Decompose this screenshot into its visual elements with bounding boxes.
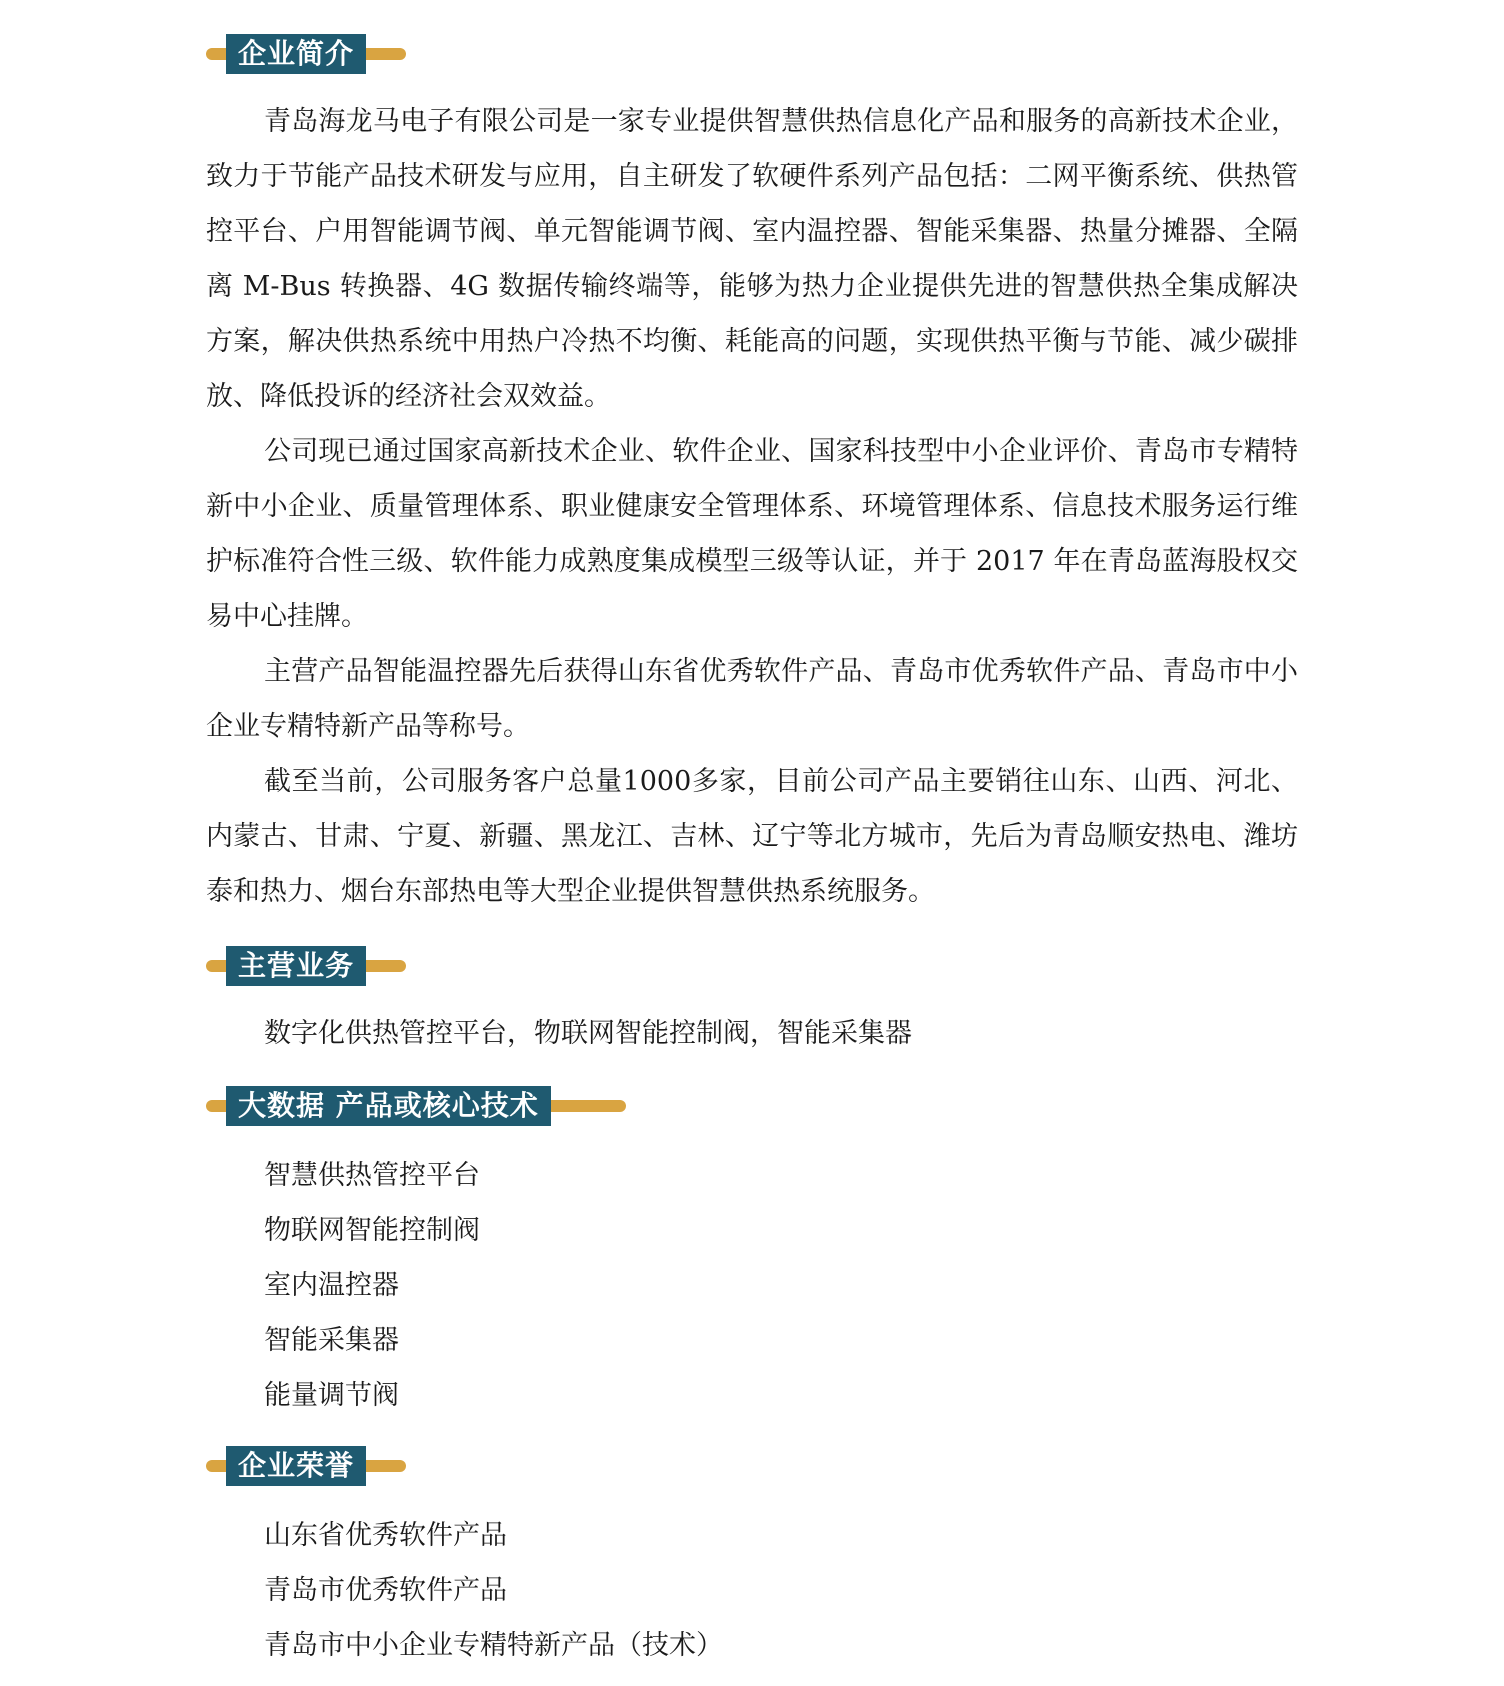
list-item: 青岛市优秀软件产品 xyxy=(264,1575,507,1606)
list-item: 室内温控器 xyxy=(264,1270,399,1301)
intro-paragraph-1: 青岛海龙马电子有限公司是一家专业提供智慧供热信息化产品和服务的高新技术企业，致力于节能产品技术研发与应用，自主研发了软硬件系列产品包括：二网平衡系统、供热管控平台、户用智能调节阀、单元智能调节阀、室内温控器、智能采集器、热量分摊器、全隔离 M-Bus 转换器、4G 数据传输终端等，能够为热力企业提供先进的智慧供热全集成解决方案，解决供热系统中用热户冷热不均衡、耗能高的问题，实现供热平衡与节能、减少碳排放、降低投诉的经济社会双效益。 xyxy=(206,106,1298,412)
honors-list xyxy=(264,1508,723,1673)
list-item: 智能采集器 xyxy=(264,1325,399,1356)
list-item: 山东省优秀软件产品 xyxy=(264,1520,507,1551)
section-header-business xyxy=(206,946,366,986)
section-title-business: 主营业务 xyxy=(226,946,366,986)
section-header-products xyxy=(206,1086,551,1126)
list-item: 能量调节阀 xyxy=(264,1380,399,1411)
section-title-intro: 企业简介 xyxy=(226,34,366,74)
list-item: 物联网智能控制阀 xyxy=(264,1215,480,1246)
list-item: 智慧供热管控平台 xyxy=(264,1160,480,1191)
section-title-honors: 企业荣誉 xyxy=(226,1446,366,1486)
intro-paragraph-4: 截至当前，公司服务客户总量1000多家，目前公司产品主要销往山东、山西、河北、内蒙古、甘肃、宁夏、新疆、黑龙江、吉林、辽宁等北方城市，先后为青岛顺安热电、潍坊泰和热力、烟台东部热电等大型企业提供智慧供热系统服务。 xyxy=(206,766,1298,907)
intro-paragraph-3: 主营产品智能温控器先后获得山东省优秀软件产品、青岛市优秀软件产品、青岛市中小企业专精特新产品等称号。 xyxy=(206,656,1298,742)
list-item: 青岛市中小企业专精特新产品（技术） xyxy=(264,1630,723,1661)
section-header-intro xyxy=(206,34,366,74)
intro-paragraph-2: 公司现已通过国家高新技术企业、软件企业、国家科技型中小企业评价、青岛市专精特新中小企业、质量管理体系、职业健康安全管理体系、环境管理体系、信息技术服务运行维护标准符合性三级、软件能力成熟度集成模型三级等认证，并于 2017 年在青岛蓝海股权交易中心挂牌。 xyxy=(206,436,1298,632)
section-header-honors xyxy=(206,1446,366,1486)
products-list xyxy=(264,1148,480,1423)
business-text: 数字化供热管控平台，物联网智能控制阀，智能采集器 xyxy=(264,1018,912,1049)
section-title-products: 大数据 产品或核心技术 xyxy=(226,1086,551,1126)
